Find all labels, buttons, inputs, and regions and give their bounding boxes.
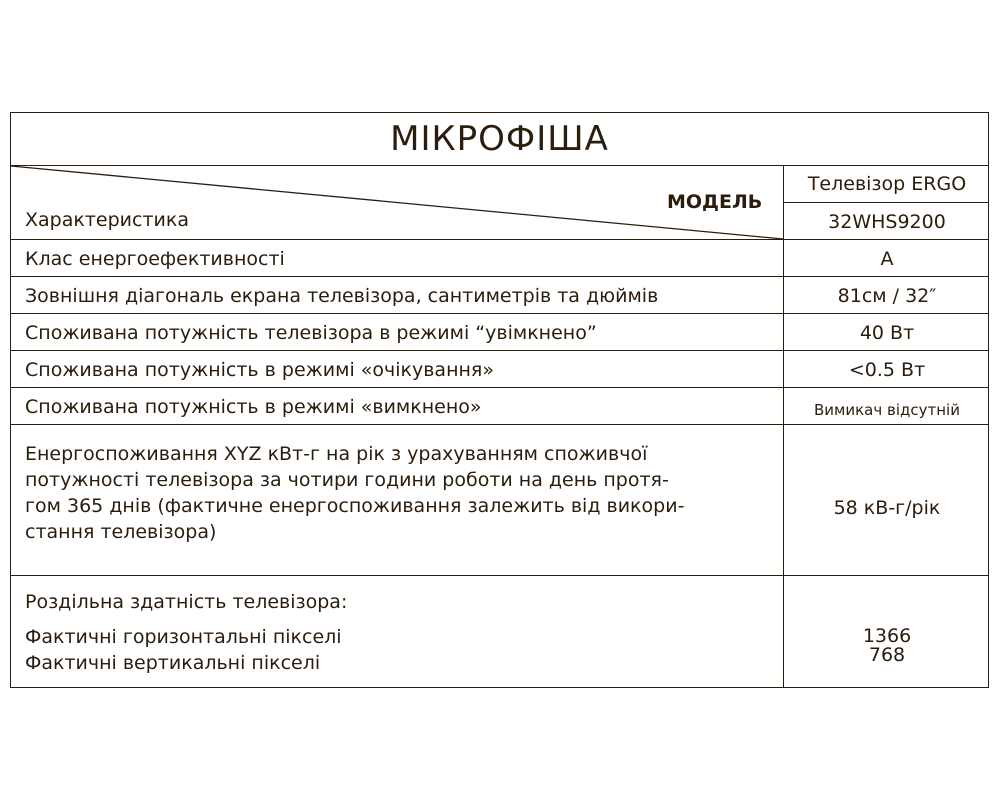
divider	[11, 276, 988, 277]
vertical-pixels-label: Фактичні вертикальні пікселі	[25, 652, 321, 674]
column-divider	[783, 165, 784, 687]
row-label-diagonal: Зовнішня діагональ екрана телевізора, сантиметрів та дюймів	[25, 285, 659, 307]
resolution-title: Роздільна здатність телевізора:	[25, 591, 348, 613]
microfiche-table	[10, 112, 989, 688]
model-divider	[783, 202, 988, 203]
page-title: МІКРОФІША	[390, 119, 609, 159]
energy-label-line2: потужності телевізора за чотири години роботи на день протя-	[25, 469, 669, 491]
row-label-standby: Споживана потужність в режимі «очікування»	[25, 359, 494, 381]
model-label: МОДЕЛЬ	[667, 191, 763, 213]
energy-value: 58 кВ-г/рік	[833, 497, 941, 519]
divider	[11, 350, 988, 351]
model-name-line1: Телевізор ERGO	[807, 173, 967, 195]
row-value-power-on: 40 Вт	[859, 322, 915, 344]
divider	[11, 575, 988, 576]
row-value-energy-class: A	[880, 248, 894, 270]
row-label-off-mode: Споживана потужність в режимі «вимкнено»	[25, 396, 482, 418]
divider	[11, 313, 988, 314]
energy-label-line4: стання телевізора)	[25, 521, 217, 543]
energy-label-line1: Енергоспоживання XYZ кВт-г на рік з урахуванням споживчої	[25, 443, 648, 465]
horizontal-pixels-label: Фактичні горизонтальні пікселі	[25, 626, 342, 648]
energy-label-line3: гом 365 днів (фактичне енергоспоживання залежить від викори-	[25, 495, 685, 517]
row-value-standby: <0.5 Вт	[848, 359, 926, 381]
characteristic-label: Характеристика	[25, 209, 189, 231]
horizontal-pixels-value: 1366	[862, 625, 912, 647]
vertical-pixels-value: 768	[868, 644, 906, 666]
divider	[11, 387, 988, 388]
row-value-off-mode: Вимикач відсутній	[814, 401, 960, 419]
row-label-energy-class: Клас енергоефективності	[25, 248, 285, 270]
row-label-power-on: Споживана потужність телевізора в режимі “увімкнено”	[25, 322, 597, 344]
model-name-line2: 32WHS9200	[828, 211, 946, 233]
divider	[11, 424, 988, 425]
row-value-diagonal: 81см / 32″	[837, 285, 937, 307]
